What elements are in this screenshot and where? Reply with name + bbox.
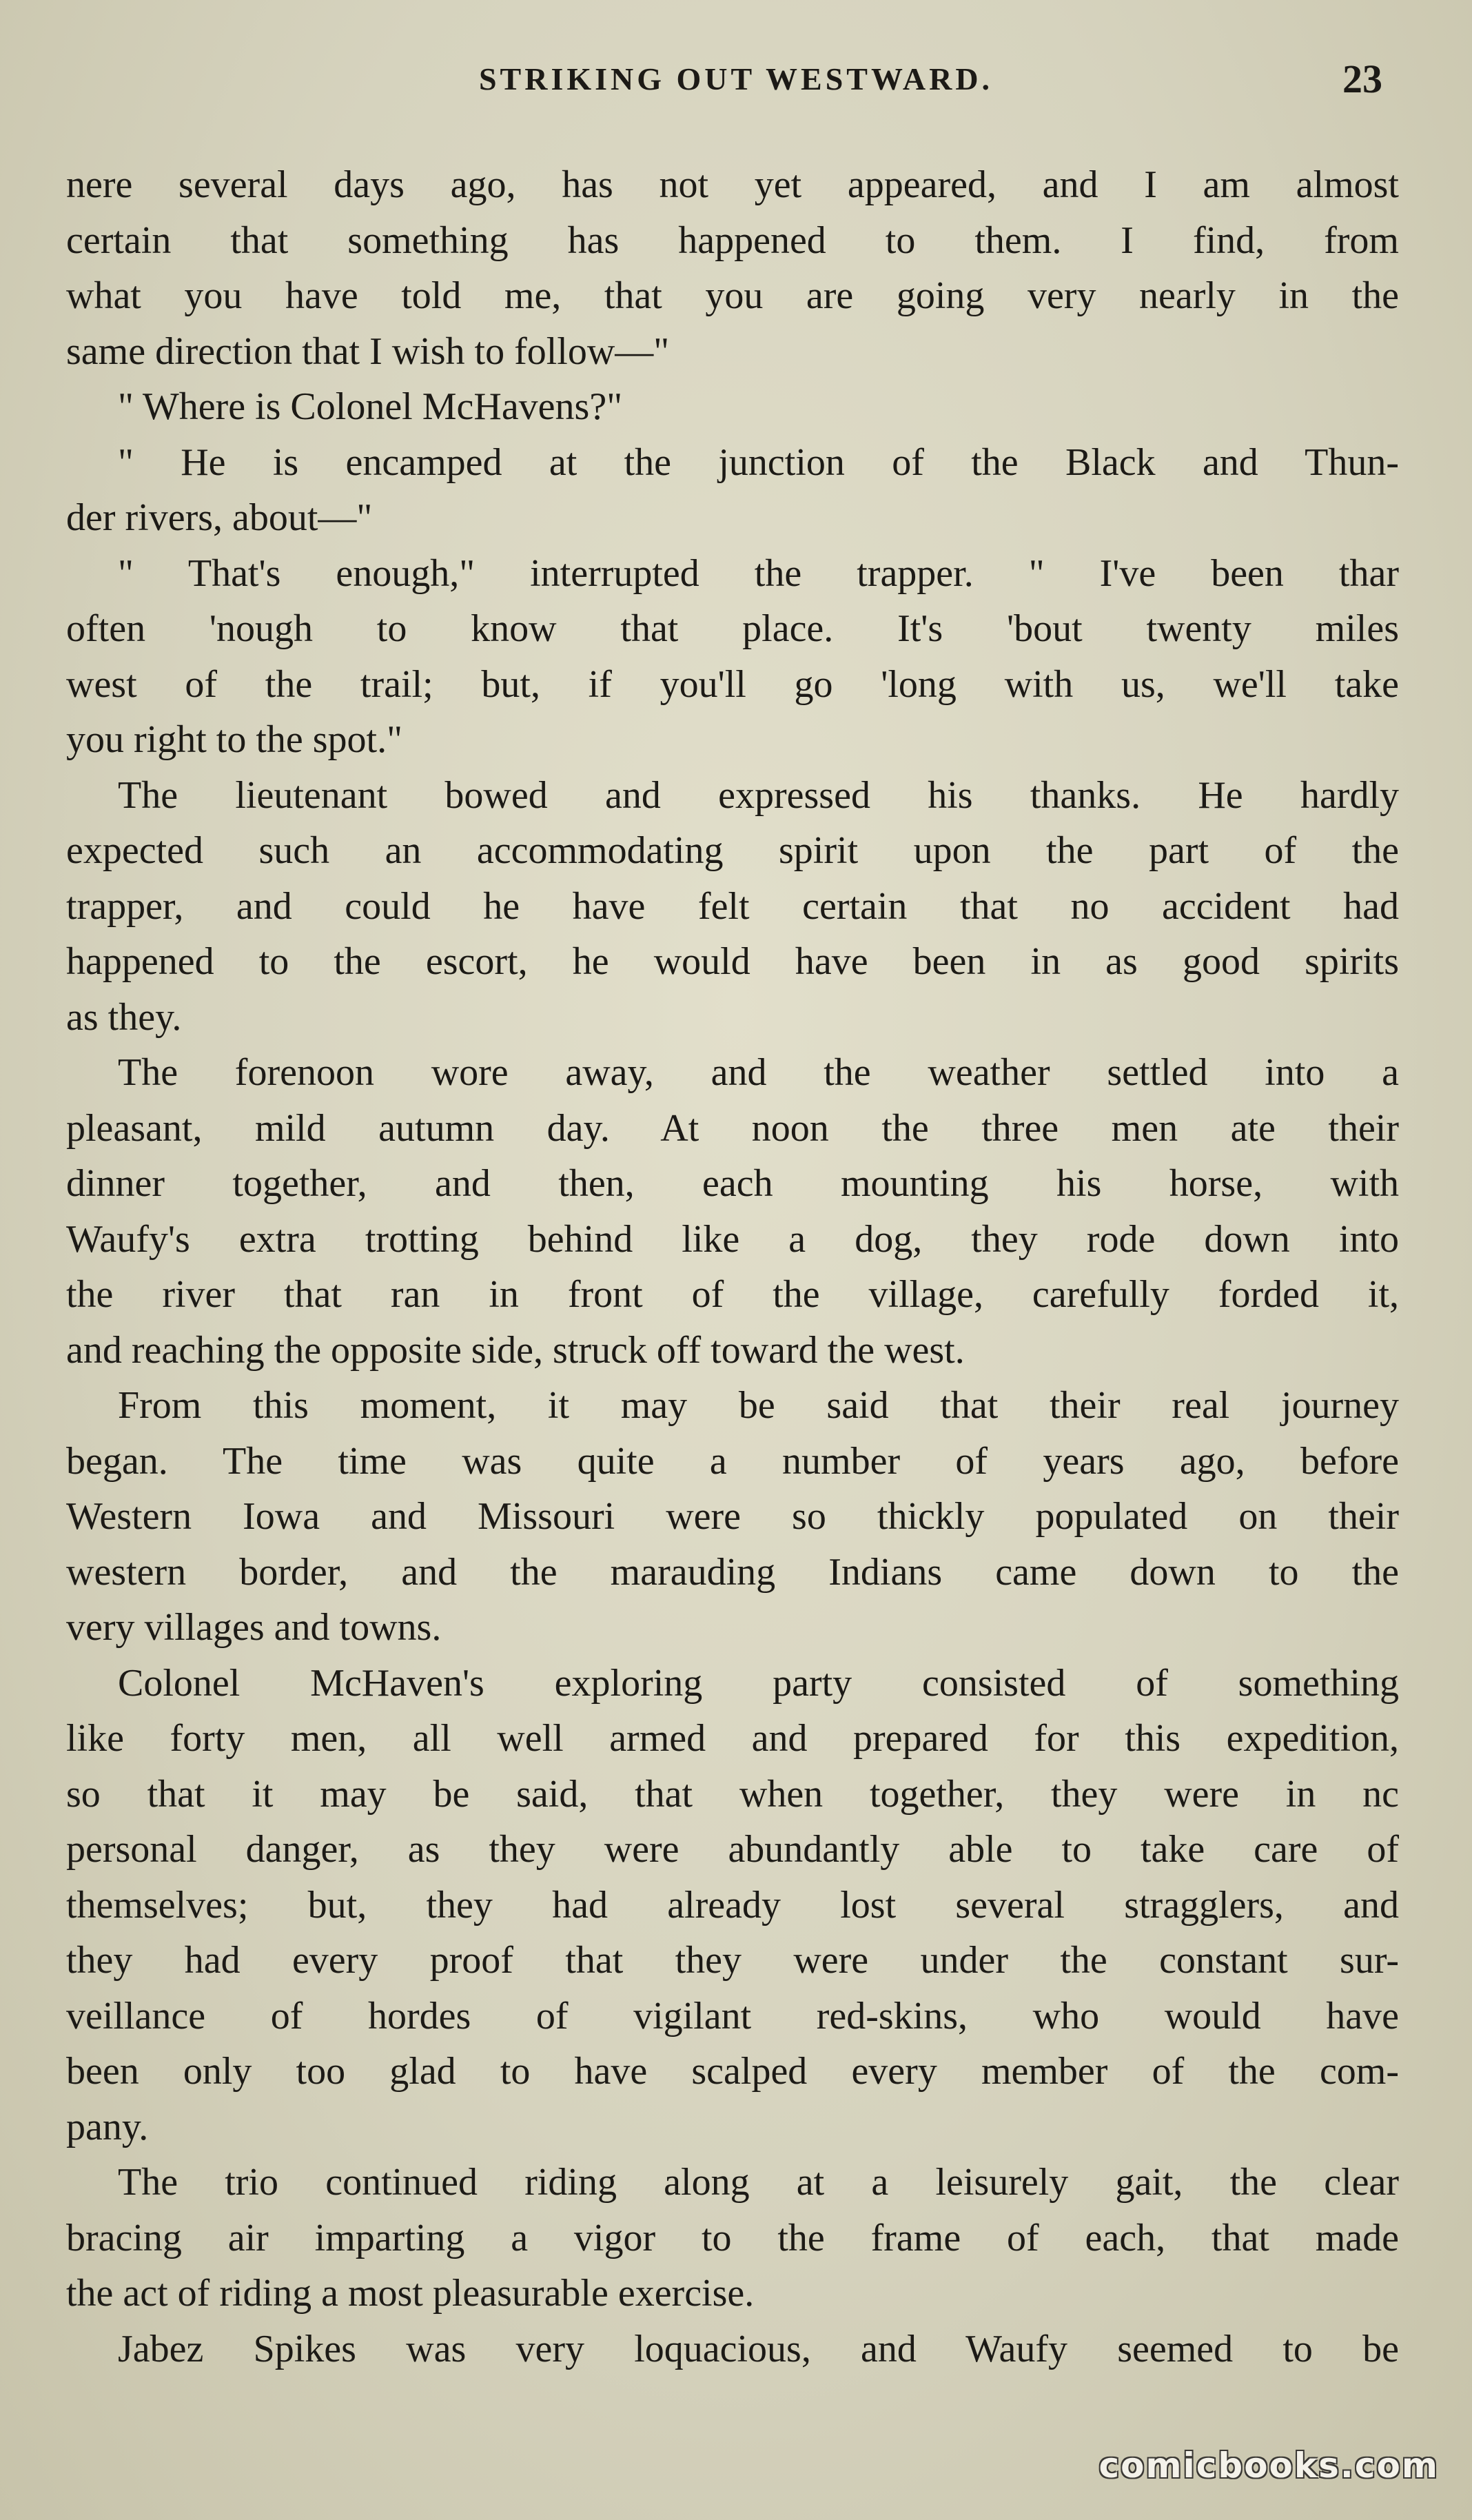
text-line: what you have told me, that you are going very nearly in the: [66, 274, 1399, 317]
text-line: " He is encamped at the junction of the Black and Thun-: [118, 440, 1399, 484]
text-line: Western Iowa and Missouri were so thickly populated on their: [66, 1495, 1399, 1538]
text-line: certain that something has happened to them. I find, from: [66, 219, 1399, 262]
text-line: often 'nough to know that place. It's 'bout twenty miles: [66, 607, 1399, 650]
running-title: STRIKING OUT WESTWARD.: [478, 61, 994, 96]
text-line: began. The time was quite a number of years ago, before: [66, 1439, 1399, 1483]
text-line: Waufy's extra trotting behind like a dog, they rode down into: [66, 1217, 1399, 1261]
text-line: been only too glad to have scalped every member of the com-: [66, 2050, 1399, 2093]
page-number: 23: [1342, 57, 1382, 101]
text-line: the act of riding a most pleasurable exercise.: [66, 2272, 755, 2315]
text-line: " That's enough," interrupted the trapper. " I've been thar: [118, 551, 1399, 595]
text-line: pany.: [66, 2105, 149, 2148]
text-line: trapper, and could he have felt certain that no accident had: [66, 884, 1399, 928]
text-line: dinner together, and then, each mounting his horse, with: [66, 1162, 1399, 1205]
text-line: like forty men, all well armed and prepared for this expedition,: [66, 1717, 1399, 1760]
text-line: veillance of hordes of vigilant red-skins, who would have: [66, 1994, 1399, 2038]
text-line: personal danger, as they were abundantly able to take care of: [66, 1828, 1399, 1871]
text-line: happened to the escort, he would have been in as good spirits: [66, 940, 1399, 983]
text-line: The trio continued riding along at a leisurely gait, the clear: [118, 2161, 1399, 2204]
text-line: themselves; but, they had already lost several stragglers, and: [66, 1883, 1399, 1927]
text-line: pleasant, mild autumn day. At noon the three men ate their: [66, 1106, 1399, 1150]
text-line: der rivers, about—": [66, 496, 373, 539]
text-line: From this moment, it may be said that their real journey: [118, 1384, 1399, 1427]
text-line: expected such an accommodating spirit upon the part of the: [66, 829, 1399, 872]
text-line: west of the trail; but, if you'll go 'long with us, we'll take: [66, 662, 1399, 706]
watermark: comicbooks.com: [1098, 2446, 1439, 2486]
text-line: Jabez Spikes was very loquacious, and Waufy seemed to be: [118, 2327, 1399, 2370]
text-line: nere several days ago, has not yet appeared, and I am almost: [66, 163, 1399, 206]
text-line: so that it may be said, that when together, they were in nc: [66, 1772, 1399, 1816]
text-line: The forenoon wore away, and the weather settled into a: [118, 1051, 1399, 1094]
text-line: " Where is Colonel McHavens?": [118, 385, 623, 428]
text-line: and reaching the opposite side, struck off toward the west.: [66, 1328, 965, 1372]
text-line: bracing air imparting a vigor to the frame of each, that made: [66, 2216, 1399, 2259]
page-header: [69, 48, 1403, 110]
text-line: you right to the spot.": [66, 718, 402, 761]
text-line: Colonel McHaven's exploring party consisted of something: [118, 1661, 1399, 1705]
text-line: same direction that I wish to follow—": [66, 329, 670, 373]
body-text: [66, 157, 1399, 2377]
text-line: the river that ran in front of the village, carefully forded it,: [66, 1273, 1399, 1316]
text-line: western border, and the marauding Indians came down to the: [66, 1550, 1399, 1594]
text-line: very villages and towns.: [66, 1606, 442, 1649]
text-line: they had every proof that they were under the constant sur-: [66, 1939, 1399, 1982]
text-line: as they.: [66, 995, 182, 1039]
text-line: The lieutenant bowed and expressed his thanks. He hardly: [118, 773, 1399, 817]
